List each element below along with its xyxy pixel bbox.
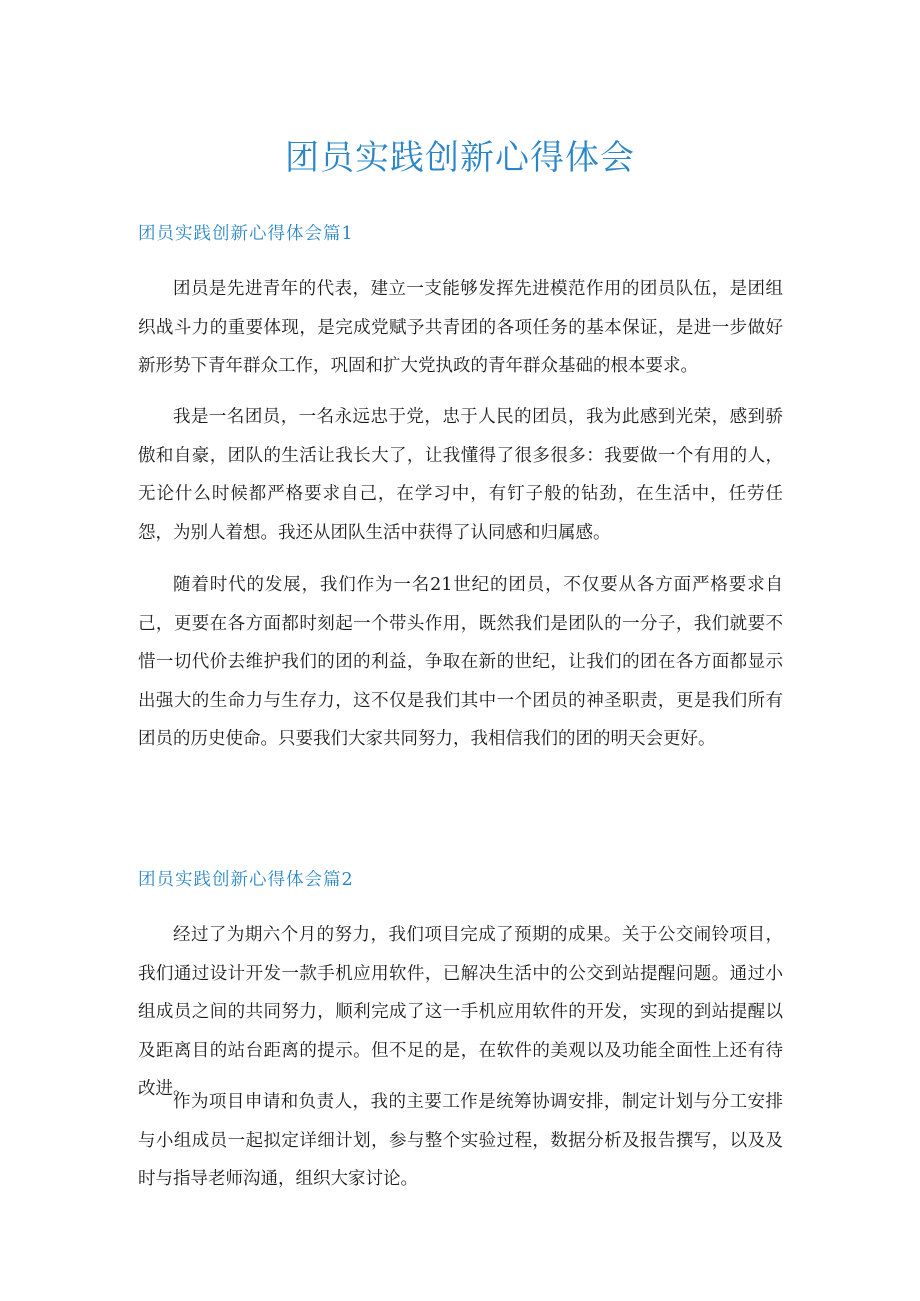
paragraph: 我是一名团员，一名永远忠于党，忠于人民的团员，我为此感到光荣，感到骄傲和自豪，团队的生活让我长大了，让我懂得了很多很多：我要做一个有用的人，无论什么时候都严格要求自己，在学习中，有钉子般的钻劲，在生活中，任劳任怨，为别人着想。我还从团队生活中获得了认同感和归属感。 <box>138 407 783 543</box>
paragraph: 团员是先进青年的代表，建立一支能够发挥先进模范作用的团员队伍，是团组织战斗力的重要体现，是完成党赋予共青团的各项任务的基本保证，是进一步做好新形势下青年群众工作，巩固和扩大党执政的青年群众基础的根本要求。 <box>138 279 783 376</box>
section-heading-1: 团员实践创新心得体会篇1 <box>138 224 354 244</box>
paragraph: 作为项目申请和负责人，我的主要工作是统筹协调安排，制定计划与分工安排与小组成员一起拟定详细计划，参与整个实验过程，数据分析及报告撰写，以及及时与指导老师沟通，组织大家讨论。 <box>138 1092 783 1189</box>
paragraph: 经过了为期六个月的努力，我们项目完成了预期的成果。关于公交闹铃项目，我们通过设计开发一款手机应用软件，已解决生活中的公交到站提醒问题。通过小组成员之间的共同努力，顺利完成了这一手机应用软件的开发，实现的到站提醒以及距离目的站台距离的提示。但不足的是，在软件的美观以及功能全面性上还有待改进。 <box>138 925 783 1099</box>
document-title: 团员实践创新心得体会 <box>285 138 635 178</box>
section-heading-2: 团员实践创新心得体会篇2 <box>138 870 354 890</box>
paragraph: 随着时代的发展，我们作为一名21世纪的团员，不仅要从各方面严格要求自己，更要在各方面都时刻起一个带头作用，既然我们是团队的一分子，我们就要不惜一切代价去维护我们的团的利益，争取在新的世纪，让我们的团在各方面都显示出强大的生命力与生存力，这不仅是我们其中一个团员的神圣职责，更是我们所有团员的历史使命。只要我们大家共同努力，我相信我们的团的明天会更好。 <box>138 575 783 749</box>
